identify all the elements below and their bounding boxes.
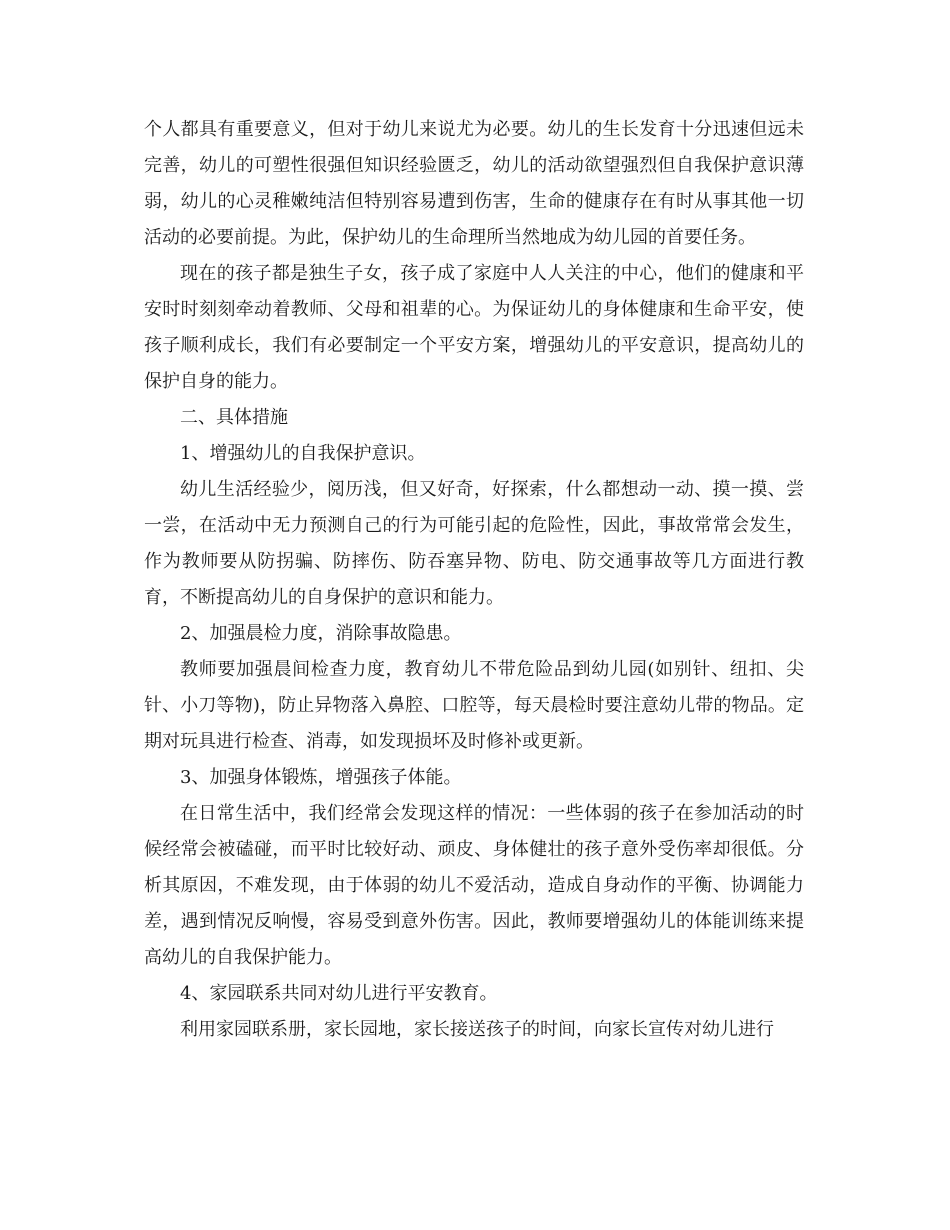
section-heading-specific-measures: 二、具体措施 [180, 407, 288, 428]
document-body [144, 112, 804, 1048]
paragraph-item-1: 幼儿生活经验少，阅历浅，但又好奇，好探索，什么都想动一动、摸一摸、尝一尝，在活动中无力预测自己的行为可能引起的危险性，因此，事故常常会发生，作为教师要从防拐骗、防摔伤、防吞塞异物、防电、防交通事故等几方面进行教育，不断提高幼儿的自身保护的意识和能力。 [144, 479, 804, 608]
paragraph-only-child-background: 现在的孩子都是独生子女，孩子成了家庭中人人关注的中心，他们的健康和平安时时刻刻牵动着教师、父母和祖辈的心。为保证幼儿的身体健康和生命平安，使孩子顺利成长，我们有必要制定一个平安方案，增强幼儿的平安意识，提高幼儿的保护自身的能力。 [144, 263, 804, 392]
item-heading-1: 1、增强幼儿的自我保护意识。 [180, 443, 426, 464]
item-heading-3: 3、加强身体锻炼，增强孩子体能。 [180, 767, 462, 788]
paragraph-continued-intro: 个人都具有重要意义，但对于幼儿来说尤为必要。幼儿的生长发育十分迅速但远未完善，幼儿的可塑性很强但知识经验匮乏，幼儿的活动欲望强烈但自我保护意识薄弱，幼儿的心灵稚嫩纯洁但特别容易遭到伤害，生命的健康存在有时从事其他一切活动的必要前提。为此，保护幼儿的生命理所当然地成为幼儿园的首要任务。 [144, 119, 804, 248]
paragraph-item-2: 教师要加强晨间检查力度，教育幼儿不带危险品到幼儿园(如别针、纽扣、尖针、小刀等物)，防止异物落入鼻腔、口腔等，每天晨检时要注意幼儿带的物品。定期对玩具进行检查、消毒，如发现损坏及时修补或更新。 [144, 659, 804, 752]
paragraph-item-3: 在日常生活中，我们经常会发现这样的情况：一些体弱的孩子在参加活动的时候经常会被磕碰，而平时比较好动、顽皮、身体健壮的孩子意外受伤率却很低。分析其原因，不难发现，由于体弱的幼儿不爱活动，造成自身动作的平衡、协调能力差，遇到情况反响慢，容易受到意外伤害。因此，教师要增强幼儿的体能训练来提高幼儿的自我保护能力。 [144, 803, 804, 968]
item-heading-2: 2、加强晨检力度，消除事故隐患。 [180, 623, 462, 644]
paragraph-item-4: 利用家园联系册，家长园地，家长接送孩子的时间，向家长宣传对幼儿进行 [180, 1019, 774, 1040]
item-heading-4: 4、家园联系共同对幼儿进行平安教育。 [180, 983, 498, 1004]
